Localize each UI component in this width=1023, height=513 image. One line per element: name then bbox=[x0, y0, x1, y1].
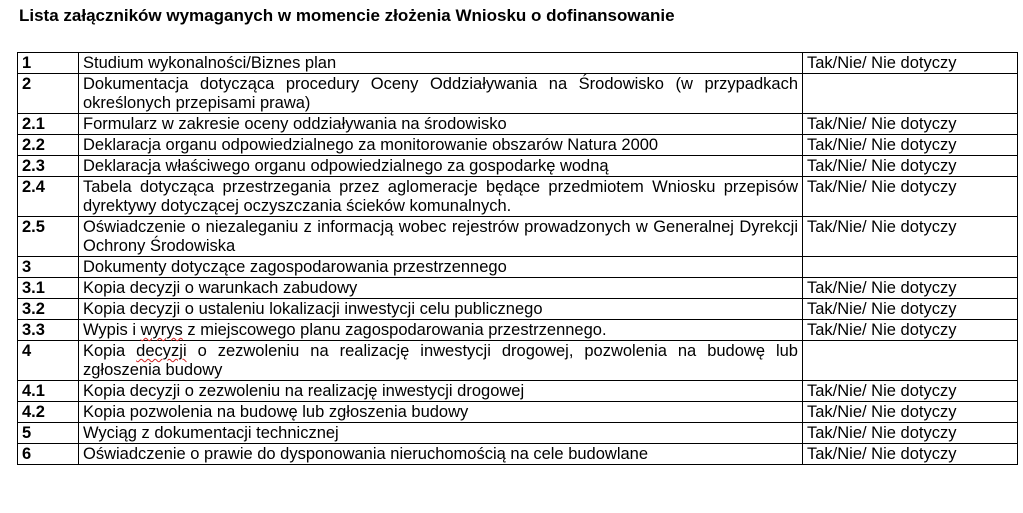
row-status: Tak/Nie/ Nie dotyczy bbox=[803, 217, 1018, 257]
table-row bbox=[18, 114, 1018, 135]
row-description: Formularz w zakresie oceny oddziaływania na środowisko bbox=[79, 114, 803, 135]
row-description: Wypis i wyrys z miejscowego planu zagospodarowania przestrzennego. bbox=[79, 320, 803, 341]
row-description: Studium wykonalności/Biznes plan bbox=[79, 53, 803, 74]
row-description: Kopia decyzji o zezwoleniu na realizację inwestycji drogowej, pozwolenia na budowę lub zgłoszenia budowy bbox=[79, 341, 803, 381]
spellcheck-mark: wyrys bbox=[140, 321, 183, 339]
table-row bbox=[18, 74, 1018, 114]
row-description: Deklaracja organu odpowiedzialnego za monitorowanie obszarów Natura 2000 bbox=[79, 135, 803, 156]
row-description: Oświadczenie o prawie do dysponowania nieruchomością na cele budowlane bbox=[79, 444, 803, 465]
row-number: 2.3 bbox=[18, 156, 79, 177]
row-number: 4.2 bbox=[18, 402, 79, 423]
table-row bbox=[18, 278, 1018, 299]
row-status bbox=[803, 341, 1018, 381]
table-row bbox=[18, 217, 1018, 257]
row-description: Tabela dotycząca przestrzegania przez aglomeracje będące przedmiotem Wniosku przepisów dyrektywy dotyczącej oczyszczania ścieków komunalnych. bbox=[79, 177, 803, 217]
table-row bbox=[18, 341, 1018, 381]
row-status: Tak/Nie/ Nie dotyczy bbox=[803, 53, 1018, 74]
table-row bbox=[18, 320, 1018, 341]
row-status bbox=[803, 257, 1018, 278]
table-row bbox=[18, 156, 1018, 177]
table-row bbox=[18, 423, 1018, 444]
row-description: Kopia decyzji o zezwoleniu na realizację inwestycji drogowej bbox=[79, 381, 803, 402]
table-row bbox=[18, 381, 1018, 402]
row-number: 1 bbox=[18, 53, 79, 74]
row-number: 2.4 bbox=[18, 177, 79, 217]
table-row bbox=[18, 444, 1018, 465]
row-description: Dokumenty dotyczące zagospodarowania przestrzennego bbox=[79, 257, 803, 278]
table-row bbox=[18, 177, 1018, 217]
row-status: Tak/Nie/ Nie dotyczy bbox=[803, 402, 1018, 423]
row-status: Tak/Nie/ Nie dotyczy bbox=[803, 114, 1018, 135]
row-number: 3 bbox=[18, 257, 79, 278]
row-number: 3.1 bbox=[18, 278, 79, 299]
row-number: 5 bbox=[18, 423, 79, 444]
row-description: Oświadczenie o niezaleganiu z informacją wobec rejestrów prowadzonych w Generalnej Dyrekcji Ochrony Środowiska bbox=[79, 217, 803, 257]
row-status: Tak/Nie/ Nie dotyczy bbox=[803, 444, 1018, 465]
document-title: Lista załączników wymaganych w momencie złożenia Wniosku o dofinansowanie bbox=[19, 6, 675, 25]
attachments-table bbox=[17, 52, 1018, 465]
row-number: 3.2 bbox=[18, 299, 79, 320]
row-number: 4.1 bbox=[18, 381, 79, 402]
row-status bbox=[803, 74, 1018, 114]
row-status: Tak/Nie/ Nie dotyczy bbox=[803, 423, 1018, 444]
table-row bbox=[18, 299, 1018, 320]
table-row bbox=[18, 53, 1018, 74]
row-number: 6 bbox=[18, 444, 79, 465]
row-status: Tak/Nie/ Nie dotyczy bbox=[803, 320, 1018, 341]
row-status: Tak/Nie/ Nie dotyczy bbox=[803, 135, 1018, 156]
row-description: Wyciąg z dokumentacji technicznej bbox=[79, 423, 803, 444]
spellcheck-mark: decyzji bbox=[136, 342, 187, 360]
row-number: 2.5 bbox=[18, 217, 79, 257]
row-number: 4 bbox=[18, 341, 79, 381]
row-description: Kopia decyzji o ustaleniu lokalizacji inwestycji celu publicznego bbox=[79, 299, 803, 320]
row-number: 3.3 bbox=[18, 320, 79, 341]
table-row bbox=[18, 135, 1018, 156]
row-description: Kopia decyzji o warunkach zabudowy bbox=[79, 278, 803, 299]
row-number: 2 bbox=[18, 74, 79, 114]
table-row bbox=[18, 402, 1018, 423]
row-status: Tak/Nie/ Nie dotyczy bbox=[803, 299, 1018, 320]
row-status: Tak/Nie/ Nie dotyczy bbox=[803, 156, 1018, 177]
row-number: 2.2 bbox=[18, 135, 79, 156]
row-description: Dokumentacja dotycząca procedury Oceny Oddziaływania na Środowisko (w przypadkach określonych przepisami prawa) bbox=[79, 74, 803, 114]
row-status: Tak/Nie/ Nie dotyczy bbox=[803, 381, 1018, 402]
table-row bbox=[18, 257, 1018, 278]
row-status: Tak/Nie/ Nie dotyczy bbox=[803, 177, 1018, 217]
row-description: Deklaracja właściwego organu odpowiedzialnego za gospodarkę wodną bbox=[79, 156, 803, 177]
row-status: Tak/Nie/ Nie dotyczy bbox=[803, 278, 1018, 299]
row-number: 2.1 bbox=[18, 114, 79, 135]
row-description: Kopia pozwolenia na budowę lub zgłoszenia budowy bbox=[79, 402, 803, 423]
